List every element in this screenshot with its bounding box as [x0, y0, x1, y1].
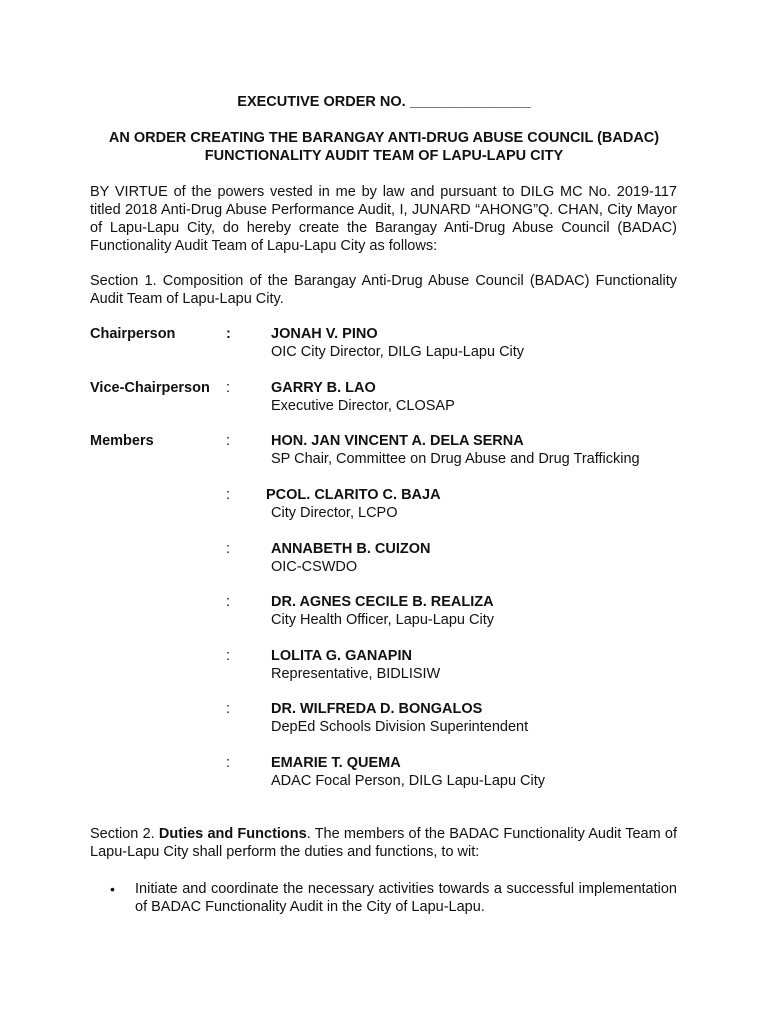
member-colon: :	[226, 755, 231, 771]
order-number-heading: EXECUTIVE ORDER NO. _______________	[237, 94, 531, 110]
member-name: GARRY B. LAO	[271, 380, 376, 396]
member-position: SP Chair, Committee on Drug Abuse and Drug Trafficking	[271, 451, 640, 467]
section-2-heading: Duties and Functions	[158, 826, 307, 842]
member-position: OIC-CSWDO	[271, 559, 358, 575]
member-name: HON. JAN VINCENT A. DELA SERNA	[271, 433, 524, 449]
section-2-paragraph	[90, 825, 677, 861]
member-row	[90, 754, 680, 794]
member-position: City Health Officer, Lapu-Lapu City	[271, 612, 494, 628]
preamble-paragraph: BY VIRTUE of the powers vested in me by law and pursuant to DILG MC No. 2019-117 titled 2018 Anti-Drug Abuse Performance Audit, I, JUNARD “AHONG”Q. CHAN, City Mayor of Lapu-Lapu City, do hereby create the Barangay Anti-Drug Abuse Council (BADAC) Functionality Audit Team of Lapu-Lapu City as follows:	[90, 184, 677, 254]
member-row	[90, 540, 680, 580]
bullet-text: Initiate and coordinate the necessary activities towards a successful implementation of BADAC Functionality Audit in the City of Lapu-Lapu.	[135, 881, 677, 915]
member-name: ANNABETH B. CUIZON	[271, 541, 431, 557]
member-colon: :	[226, 433, 231, 449]
section-1-paragraph: Section 1. Composition of the Barangay Anti-Drug Abuse Council (BADAC) Functionality Audit Team of Lapu-Lapu City.	[90, 273, 677, 307]
order-title-line-1: AN ORDER CREATING THE BARANGAY ANTI-DRUG ABUSE COUNCIL (BADAC)	[108, 130, 660, 146]
bullet-icon: •	[110, 881, 115, 897]
order-title-line-2: FUNCTIONALITY AUDIT TEAM OF LAPU-LAPU CITY	[204, 148, 564, 164]
member-row-members	[90, 432, 680, 472]
member-name: DR. AGNES CECILE B. REALIZA	[271, 594, 494, 610]
member-name: LOLITA G. GANAPIN	[271, 648, 412, 664]
member-position: DepEd Schools Division Superintendent	[271, 719, 529, 735]
member-colon: :	[226, 380, 231, 396]
member-row	[90, 647, 680, 687]
member-row	[90, 700, 680, 740]
member-position: OIC City Director, DILG Lapu-Lapu City	[271, 344, 525, 360]
member-row-vice-chairperson	[90, 379, 680, 419]
member-colon: :	[226, 594, 231, 610]
section-2-prefix: Section 2.	[90, 826, 159, 842]
section-2-text: . The members of the BADAC Functionality Audit Team of Lapu-Lapu City shall perform the duties and functions, to wit:	[90, 826, 678, 860]
member-role: Members	[90, 433, 154, 449]
member-colon: :	[226, 487, 231, 503]
member-position: Executive Director, CLOSAP	[271, 398, 455, 414]
member-role: Vice-Chairperson	[90, 380, 210, 396]
member-colon: :	[226, 648, 231, 664]
member-name: EMARIE T. QUEMA	[271, 755, 401, 771]
member-colon: :	[226, 326, 231, 342]
member-role: Chairperson	[90, 326, 176, 342]
member-position: ADAC Focal Person, DILG Lapu-Lapu City	[271, 773, 546, 789]
member-row	[90, 486, 680, 526]
member-row-chairperson	[90, 325, 680, 365]
member-name: DR. WILFREDA D. BONGALOS	[271, 701, 483, 717]
order-title	[90, 129, 678, 165]
member-row	[90, 593, 680, 633]
member-position: Representative, BIDLISIW	[271, 666, 441, 682]
member-colon: :	[226, 701, 231, 717]
member-colon: :	[226, 541, 231, 557]
member-name: JONAH V. PINO	[271, 326, 378, 342]
member-name: PCOL. CLARITO C. BAJA	[266, 487, 441, 503]
member-position: City Director, LCPO	[271, 505, 398, 521]
